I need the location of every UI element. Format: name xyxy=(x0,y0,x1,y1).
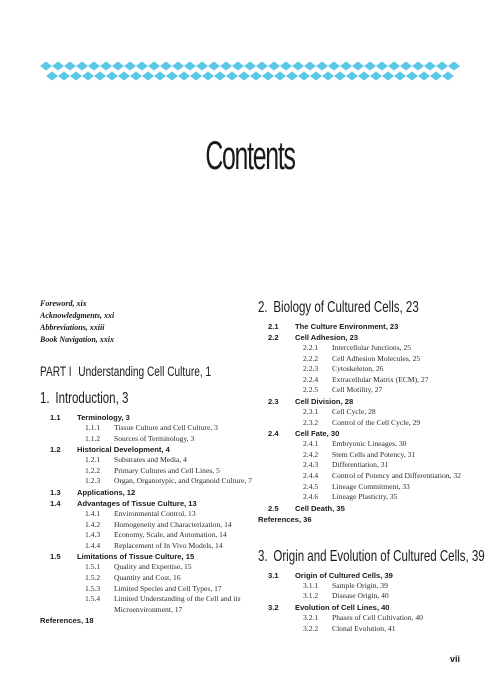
diamond-shape xyxy=(340,62,352,71)
toc-subsection-entry[interactable] xyxy=(40,476,255,487)
subsection-number: 1.4.2 xyxy=(85,519,101,529)
diamond-shape xyxy=(394,72,406,81)
subsection-title: Quantity and Cost, 16 xyxy=(114,572,181,582)
toc-subsection-entry[interactable] xyxy=(258,439,478,450)
section-title: Cell Division, 28 xyxy=(295,396,354,406)
diamond-shape xyxy=(58,72,70,81)
diamond-shape xyxy=(424,62,436,71)
subsection-number: 3.2.2 xyxy=(303,623,319,633)
subsection-number: 1.2.1 xyxy=(85,455,101,465)
section-title: Cell Adhesion, 23 xyxy=(295,333,359,342)
subsection-number: 2.2.3 xyxy=(303,364,319,374)
subsection-title: Intercellular Junctions, 25 xyxy=(332,343,412,352)
toc-section-entry[interactable] xyxy=(258,570,478,581)
section-number: 2.4 xyxy=(268,429,279,439)
section-title: Evolution of Cell Lines, 40 xyxy=(295,602,390,612)
chapter-number: 2. xyxy=(258,299,268,316)
subsection-title: Organ, Organotypic, and Organoid Culture, 7 xyxy=(114,476,252,486)
diamond-shape xyxy=(184,62,196,71)
toc-subsection-entry[interactable] xyxy=(258,492,478,503)
subsection-title: Primary Cultures and Cell Lines, 5 xyxy=(114,465,220,475)
toc-subsection-entry[interactable] xyxy=(258,343,478,354)
front-matter-list xyxy=(40,298,255,346)
diamond-shape xyxy=(148,62,160,71)
subsection-number: 2.4.5 xyxy=(303,481,319,491)
diamond-shape xyxy=(190,72,202,81)
diamond-shape xyxy=(382,72,394,81)
diamond-shape xyxy=(250,72,262,81)
diamond-shape xyxy=(280,62,292,71)
section-number: 2.2 xyxy=(268,333,279,342)
diamond-shape xyxy=(76,62,88,71)
toc-subsection-entry[interactable] xyxy=(258,482,478,493)
subsection-title: Sample Origin, 39 xyxy=(332,580,388,590)
toc-subsection-entry[interactable] xyxy=(40,520,255,531)
diamond-shape xyxy=(268,62,280,71)
section-number: 3.1 xyxy=(268,570,279,580)
front-matter-item[interactable]: Foreword, xix xyxy=(40,299,87,308)
toc-subsection-entry[interactable] xyxy=(40,423,255,434)
diamond-shape xyxy=(226,72,238,81)
toc-section-entry[interactable] xyxy=(40,444,255,455)
section-title: Applications, 12 xyxy=(77,487,136,497)
subsection-number: 2.2.5 xyxy=(303,385,319,395)
toc-subsection-entry[interactable] xyxy=(258,450,478,461)
diamond-shape xyxy=(316,62,328,71)
toc-subsection-entry[interactable] xyxy=(258,460,478,471)
toc-section-entry[interactable] xyxy=(40,551,255,562)
chapter-heading[interactable] xyxy=(258,547,485,567)
diamond-shape xyxy=(88,62,100,71)
toc-section-entry[interactable] xyxy=(40,498,255,509)
section-number: 2.3 xyxy=(268,396,279,406)
subsection-title: Disease Origin, 40 xyxy=(332,591,389,601)
diamond-shape xyxy=(130,72,142,81)
subsection-number: 2.2.1 xyxy=(303,343,319,352)
subsection-title: Homogeneity and Characterization, 14 xyxy=(114,519,232,529)
subsection-title: Replacement of In Vivo Models, 14 xyxy=(114,540,223,550)
diamond-shape xyxy=(214,72,226,81)
section-number: 2.5 xyxy=(268,503,279,513)
diamond-shape xyxy=(310,72,322,81)
section-number: 1.5 xyxy=(50,552,61,562)
diamond-shape xyxy=(376,62,388,71)
diamond-shape xyxy=(370,72,382,81)
toc-subsection-entry[interactable] xyxy=(258,613,478,624)
section-number: 1.1 xyxy=(50,413,61,422)
diamond-shape xyxy=(322,72,334,81)
toc-subsection-entry[interactable] xyxy=(40,466,255,477)
subsection-title: Substrates and Media, 4 xyxy=(114,455,187,465)
section-number: 1.3 xyxy=(50,487,61,497)
subsection-title: Limited Species and Cell Types, 17 xyxy=(114,583,222,593)
diamond-shape xyxy=(304,62,316,71)
subsection-number: 1.2.2 xyxy=(85,465,101,475)
diamond-shape xyxy=(202,72,214,81)
subsection-number: 3.1.2 xyxy=(303,591,319,601)
section-title: Cell Death, 35 xyxy=(295,503,345,513)
toc-right-column xyxy=(258,298,485,634)
subsection-number: 2.4.3 xyxy=(303,460,319,470)
toc-subsection-entry[interactable] xyxy=(40,434,255,445)
subsection-number: 2.2.2 xyxy=(303,353,319,363)
toc-subsection-entry[interactable] xyxy=(40,541,255,552)
section-title: Cell Fate, 30 xyxy=(295,429,340,439)
part-title: Understanding Cell Culture, 1 xyxy=(78,364,212,379)
toc-section-entry[interactable] xyxy=(258,321,478,332)
subsection-title: Lineage Commitment, 33 xyxy=(332,481,410,491)
diamond-shape xyxy=(364,62,376,71)
diamond-shape xyxy=(292,62,304,71)
subsection-number: 1.4.4 xyxy=(85,540,101,550)
diamond-shape xyxy=(388,62,400,71)
toc-subsection-entry[interactable] xyxy=(258,375,478,386)
section-title: Terminology, 3 xyxy=(77,413,130,422)
diamond-shape xyxy=(412,62,424,71)
decorative-diamond-band xyxy=(40,60,460,84)
subsection-title: Stem Cells and Potency, 31 xyxy=(332,449,416,459)
front-matter-item[interactable]: Acknowledgments, xxi xyxy=(40,311,115,320)
diamond-shape xyxy=(208,62,220,71)
section-number: 3.2 xyxy=(268,602,279,612)
diamond-shape xyxy=(82,72,94,81)
diamond-pattern-icon xyxy=(40,60,460,84)
subsection-title: Differentiation, 31 xyxy=(332,460,389,470)
diamond-shape xyxy=(244,62,256,71)
chapter-2-sections xyxy=(258,321,478,514)
subsection-number: 2.2.4 xyxy=(303,374,319,384)
chapter-1-sections xyxy=(40,412,255,615)
spacer xyxy=(258,525,478,547)
chapter-3-sections xyxy=(258,570,478,634)
toc-subsection-entry[interactable] xyxy=(258,354,478,365)
subsection-number: 1.1.2 xyxy=(85,433,101,443)
section-title: Limitations of Tissue Culture, 15 xyxy=(77,552,195,562)
diamond-shape xyxy=(220,62,232,71)
subsection-number: 3.1.1 xyxy=(303,580,319,590)
page-number: vii xyxy=(449,654,460,664)
diamond-shape xyxy=(106,72,118,81)
section-title: The Culture Environment, 23 xyxy=(295,322,399,331)
section-title: Origin of Cultured Cells, 39 xyxy=(295,570,393,580)
section-title: Advantages of Tissue Culture, 13 xyxy=(77,498,197,508)
diamond-shape xyxy=(262,72,274,81)
toc-section-entry[interactable] xyxy=(258,428,478,439)
toc-subsection-entry[interactable] xyxy=(258,385,478,396)
references-entry[interactable]: References, 18 xyxy=(40,616,94,626)
diamond-shape xyxy=(256,62,268,71)
section-number: 1.4 xyxy=(50,498,61,508)
subsection-number: 2.3.2 xyxy=(303,417,319,427)
toc-subsection-entry[interactable] xyxy=(40,530,255,541)
subsection-title: Extracellular Matrix (ECM), 27 xyxy=(332,374,429,384)
page-title: Contents xyxy=(205,134,295,178)
toc-left-column xyxy=(40,298,255,626)
subsection-title: Cell Cycle, 28 xyxy=(332,406,376,416)
subsection-title: Economy, Scale, and Automation, 14 xyxy=(114,530,227,540)
chapter-heading[interactable] xyxy=(258,298,419,318)
diamond-shape xyxy=(232,62,244,71)
toc-section-entry[interactable] xyxy=(258,332,478,343)
diamond-shape xyxy=(298,72,310,81)
toc-subsection-entry[interactable] xyxy=(40,562,255,573)
subsection-number: 1.5.3 xyxy=(85,583,101,593)
diamond-shape xyxy=(178,72,190,81)
toc-subsection-entry[interactable] xyxy=(258,624,478,635)
subsection-number: 1.1.1 xyxy=(85,423,101,432)
diamond-shape xyxy=(406,72,418,81)
toc-subsection-entry[interactable] xyxy=(40,573,255,584)
subsection-title: Phases of Cell Cultivation, 40 xyxy=(332,612,423,622)
subsection-title: Cytoskeleton, 26 xyxy=(332,364,384,374)
toc-subsection-entry[interactable] xyxy=(258,418,478,429)
subsection-number: 1.5.1 xyxy=(85,562,101,572)
chapter-title: Introduction, 3 xyxy=(55,390,129,407)
diamond-shape xyxy=(436,62,448,71)
diamond-shape xyxy=(238,72,250,81)
subsection-title: Sources of Terminology, 3 xyxy=(114,433,195,443)
subsection-title: Embryonic Lineages, 30 xyxy=(332,439,407,449)
chapter-heading[interactable] xyxy=(40,389,195,409)
subsection-number: 1.5.2 xyxy=(85,572,101,582)
subsection-number: 1.5.4 xyxy=(85,594,101,604)
toc-section-entry[interactable] xyxy=(258,503,478,514)
toc-section-entry[interactable] xyxy=(258,602,478,613)
subsection-number: 1.2.3 xyxy=(85,476,101,486)
diamond-shape xyxy=(52,62,64,71)
diamond-shape xyxy=(346,72,358,81)
diamond-shape xyxy=(400,62,412,71)
diamond-shape xyxy=(274,72,286,81)
diamond-shape xyxy=(196,62,208,71)
part-number: PART I xyxy=(40,364,72,379)
diamond-shape xyxy=(112,62,124,71)
diamond-shape xyxy=(286,72,298,81)
diamond-shape xyxy=(46,72,58,81)
front-matter-item[interactable]: Abbreviations, xxiii xyxy=(40,323,105,332)
toc-subsection-entry[interactable] xyxy=(258,364,478,375)
subsection-number: 3.2.1 xyxy=(303,612,319,622)
front-matter-item[interactable]: Book Navigation, xxix xyxy=(40,335,115,344)
subsection-number: 2.4.1 xyxy=(303,439,319,449)
diamond-shape xyxy=(100,62,112,71)
subsection-title: Limited Understanding of the Cell and its Microenvironment, 17 xyxy=(114,594,241,614)
section-title: Historical Development, 4 xyxy=(77,445,170,455)
subsection-number: 2.4.6 xyxy=(303,492,319,502)
subsection-title: Lineage Plasticity, 35 xyxy=(332,492,398,502)
diamond-shape xyxy=(166,72,178,81)
subsection-title: Environmental Control, 13 xyxy=(114,508,196,518)
subsection-number: 1.4.1 xyxy=(85,508,101,518)
diamond-shape xyxy=(154,72,166,81)
diamond-shape xyxy=(334,72,346,81)
subsection-title: Control of Potency and Differentiation, 32 xyxy=(332,470,461,480)
subsection-title: Tissue Culture and Cell Culture, 3 xyxy=(114,423,218,432)
toc-subsection-entry[interactable] xyxy=(40,594,255,615)
diamond-shape xyxy=(94,72,106,81)
diamond-shape xyxy=(442,72,454,81)
diamond-shape xyxy=(172,62,184,71)
diamond-shape xyxy=(142,72,154,81)
subsection-number: 2.4.2 xyxy=(303,449,319,459)
diamond-shape xyxy=(358,72,370,81)
diamond-shape xyxy=(136,62,148,71)
diamond-shape xyxy=(418,72,430,81)
diamond-shape xyxy=(40,62,52,71)
subsection-number: 2.3.1 xyxy=(303,406,319,416)
chapter-title: Biology of Cultured Cells, 23 xyxy=(273,299,419,316)
subsection-title: Cell Motility, 27 xyxy=(332,385,383,395)
toc-subsection-entry[interactable] xyxy=(40,584,255,595)
subsection-title: Quality and Expertise, 15 xyxy=(114,562,192,572)
part-heading[interactable] xyxy=(40,364,212,379)
diamond-shape xyxy=(160,62,172,71)
diamond-shape xyxy=(124,62,136,71)
subsection-number: 1.4.3 xyxy=(85,530,101,540)
chapter-title: Origin and Evolution of Cultured Cells, 39 xyxy=(273,547,485,565)
diamond-shape xyxy=(430,72,442,81)
diamond-shape xyxy=(352,62,364,71)
toc-subsection-entry[interactable] xyxy=(40,509,255,520)
diamond-shape xyxy=(118,72,130,81)
subsection-title: Cell Adhesion Molecules, 25 xyxy=(332,353,421,363)
toc-subsection-entry[interactable] xyxy=(258,591,478,602)
toc-subsection-entry[interactable] xyxy=(258,471,478,482)
toc-section-entry[interactable] xyxy=(40,412,255,423)
section-number: 1.2 xyxy=(50,445,61,455)
subsection-title: Control of the Cell Cycle, 29 xyxy=(332,417,421,427)
diamond-shape xyxy=(70,72,82,81)
chapter-number: 1. xyxy=(40,390,50,407)
toc-section-entry[interactable] xyxy=(258,396,478,407)
toc-subsection-entry[interactable] xyxy=(258,581,478,592)
references-entry[interactable]: References, 36 xyxy=(258,514,312,524)
toc-section-entry[interactable] xyxy=(40,487,255,498)
toc-subsection-entry[interactable] xyxy=(258,407,478,418)
diamond-shape xyxy=(448,62,460,71)
toc-subsection-entry[interactable] xyxy=(40,455,255,466)
diamond-shape xyxy=(328,62,340,71)
diamond-shape xyxy=(64,62,76,71)
subsection-title: Clonal Evolution, 41 xyxy=(332,623,396,633)
chapter-number: 3. xyxy=(258,547,268,565)
subsection-number: 2.4.4 xyxy=(303,470,319,480)
section-number: 2.1 xyxy=(268,322,279,331)
